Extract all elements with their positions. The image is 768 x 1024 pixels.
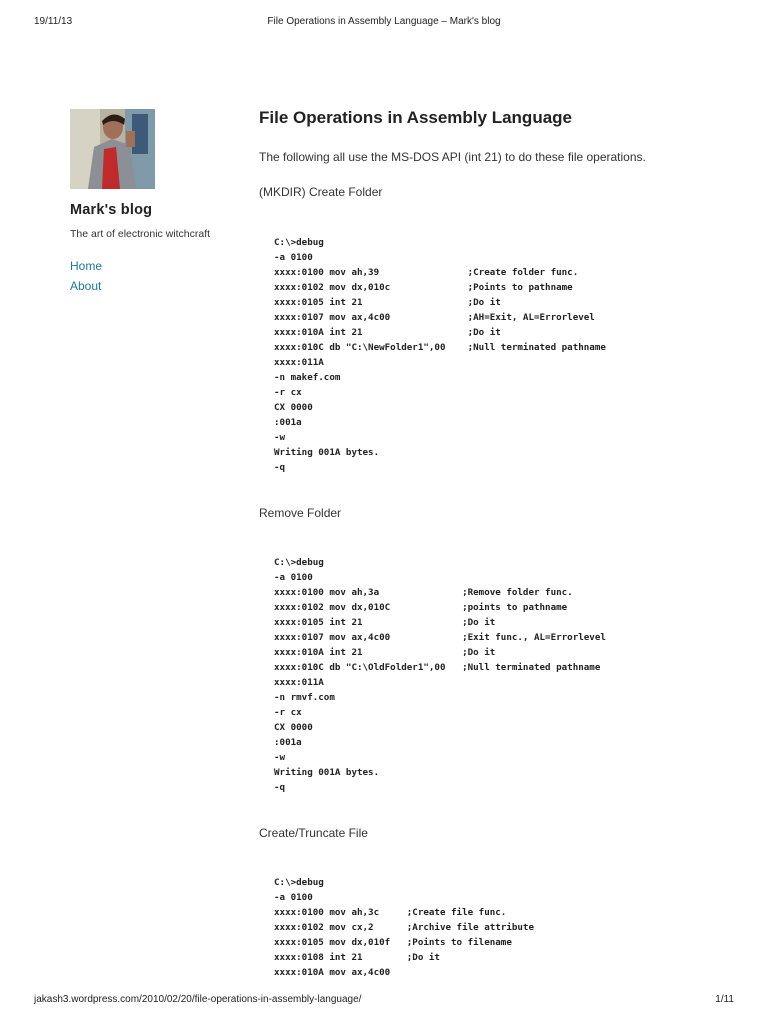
section-heading-create-folder: (MKDIR) Create Folder (259, 185, 383, 199)
sidebar (70, 109, 230, 315)
code-line: Writing 001A bytes. (274, 447, 380, 458)
post-title: File Operations in Assembly Language (259, 108, 572, 127)
code-line: C:\>debug (274, 557, 324, 568)
code-line: C:\>debug (274, 237, 324, 248)
code-line: xxxx:011A (274, 677, 324, 688)
code-line: xxxx:0102 mov dx,010C ;points to pathname (274, 602, 568, 613)
code-line: -w (274, 432, 286, 443)
code-block-create-truncate-file (274, 875, 534, 980)
print-page-number: 1/11 (715, 994, 734, 1005)
code-line: xxxx:0107 mov ax,4c00 ;Exit func., AL=Errorlevel (274, 632, 606, 643)
code-line: -r cx (274, 707, 302, 718)
print-url: jakash3.wordpress.com/2010/02/20/file-operations-in-assembly-language/ (34, 994, 362, 1005)
code-line: -r cx (274, 387, 302, 398)
code-line: xxxx:010C db "C:\OldFolder1",00 ;Null terminated pathname (274, 662, 601, 673)
code-line: xxxx:0108 int 21 ;Do it (274, 952, 440, 963)
code-block-create-folder (274, 235, 606, 475)
code-line: -q (274, 782, 286, 793)
code-line: xxxx:0100 mov ah,3c ;Create file func. (274, 907, 507, 918)
post-intro: The following all use the MS-DOS API (int 21) to do these file operations. (259, 150, 646, 164)
code-line: :001a (274, 737, 302, 748)
sidebar-nav (70, 259, 230, 299)
code-line: :001a (274, 417, 302, 428)
code-line: xxxx:0100 mov ah,3a ;Remove folder func. (274, 587, 573, 598)
code-line: -n makef.com (274, 372, 341, 383)
code-line: CX 0000 (274, 722, 313, 733)
code-line: xxxx:010A int 21 ;Do it (274, 327, 501, 338)
section-heading-remove-folder: Remove Folder (259, 506, 342, 520)
code-line: -n rmvf.com (274, 692, 335, 703)
code-line: Writing 001A bytes. (274, 767, 380, 778)
code-line: xxxx:011A (274, 357, 324, 368)
print-footer (0, 994, 768, 1010)
nav-item-home[interactable]: Home (70, 259, 103, 273)
code-line: -a 0100 (274, 252, 313, 263)
code-line: -w (274, 752, 286, 763)
code-line: C:\>debug (274, 877, 324, 888)
code-line: xxxx:0105 int 21 ;Do it (274, 617, 496, 628)
avatar (70, 109, 155, 189)
post-content (259, 108, 729, 978)
nav-item-about[interactable]: About (70, 279, 102, 293)
print-header (0, 16, 768, 32)
code-block-remove-folder (274, 555, 606, 795)
code-line: xxxx:0105 int 21 ;Do it (274, 297, 501, 308)
blog-title[interactable]: Mark's blog (70, 202, 153, 218)
code-line: xxxx:0107 mov ax,4c00 ;AH=Exit, AL=Errorlevel (274, 312, 595, 323)
code-line: xxxx:0102 mov dx,010c ;Points to pathname (274, 282, 573, 293)
code-line: xxxx:010A int 21 ;Do it (274, 647, 496, 658)
code-line: -a 0100 (274, 892, 313, 903)
code-line: xxxx:0102 mov cx,2 ;Archive file attribute (274, 922, 534, 933)
code-line: xxxx:0105 mov dx,010f ;Points to filename (274, 937, 512, 948)
code-line: xxxx:0100 mov ah,39 ;Create folder func. (274, 267, 579, 278)
code-line: CX 0000 (274, 402, 313, 413)
print-date: 19/11/13 (34, 16, 73, 27)
code-line: xxxx:010A mov ax,4c00 (274, 967, 391, 978)
section-heading-create-truncate-file: Create/Truncate File (259, 826, 368, 840)
code-line: -q (274, 462, 286, 473)
code-line: xxxx:010C db "C:\NewFolder1",00 ;Null terminated pathname (274, 342, 606, 353)
print-page-title: File Operations in Assembly Language – Mark's blog (267, 16, 501, 27)
code-line: -a 0100 (274, 572, 313, 583)
blog-tagline: The art of electronic witchcraft (70, 228, 211, 240)
